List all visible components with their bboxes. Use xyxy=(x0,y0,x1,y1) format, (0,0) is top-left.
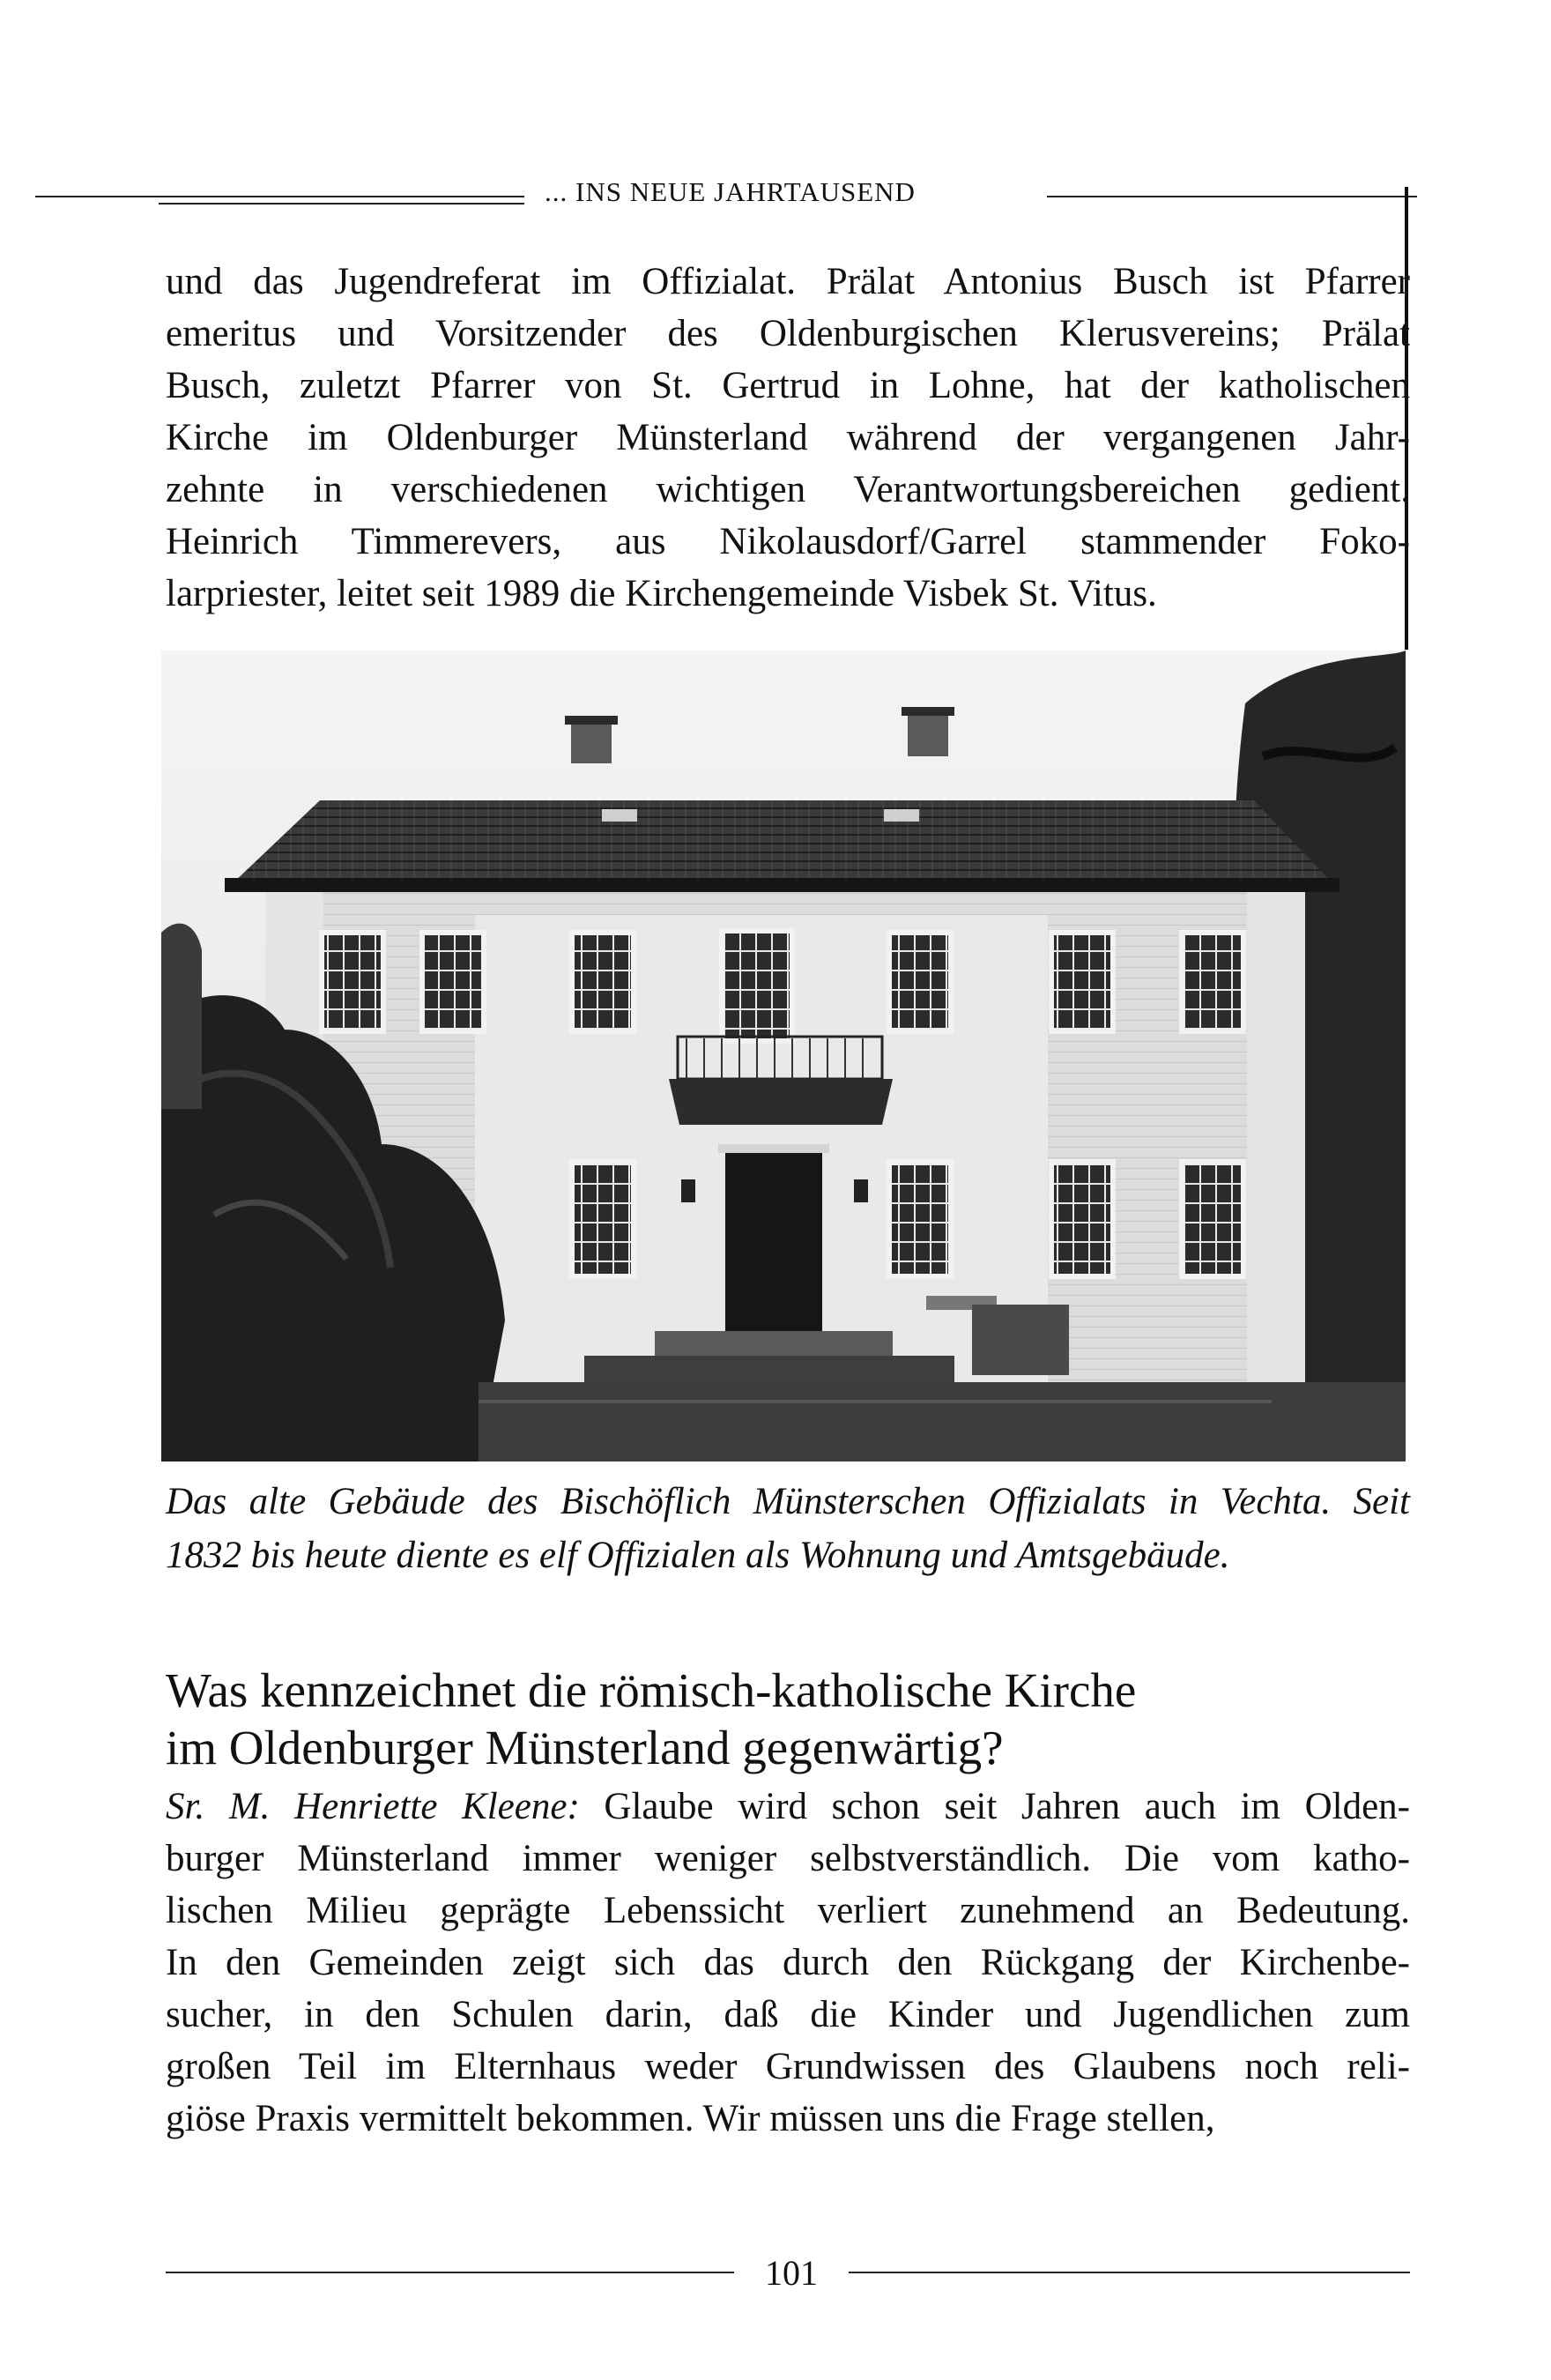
footer-rule-left xyxy=(166,2272,734,2273)
text-line: lischen Milieu geprägte Lebenssicht verliert zunehmend an Bedeutung. xyxy=(166,1890,1410,1931)
text-line: Heinrich Timmerevers, aus Nikolausdorf/Garrel stammender Foko- xyxy=(166,521,1410,562)
body-paragraph-2 xyxy=(166,1781,1410,2145)
body-paragraph-1 xyxy=(166,256,1410,620)
caption-line: Das alte Gebäude des Bischöflich Münsterschen Offizialats in Vechta. Seit xyxy=(166,1481,1410,1522)
first-line-text: Glaube wird schon seit Jahren auch im Olden- xyxy=(579,1786,1411,1827)
text-line: In den Gemeinden zeigt sich das durch den Rückgang der Kirchenbe- xyxy=(166,1942,1410,1983)
heading-line: im Oldenburger Münsterland gegenwärtig? xyxy=(166,1721,1004,1774)
figure-caption xyxy=(166,1475,1410,1582)
text-line: zehnte in verschiedenen wichtigen Verantwortungsbereichen gedient. xyxy=(166,469,1410,510)
text-line xyxy=(166,1781,1410,1833)
text-line: emeritus und Vorsitzender des Oldenburgischen Klerusvereins; Prälat xyxy=(166,313,1410,354)
running-title: ... INS NEUE JAHRTAUSEND xyxy=(545,176,916,207)
text-line: Busch, zuletzt Pfarrer von St. Gertrud in Lohne, hat der katholischen xyxy=(166,365,1410,406)
text-line: sucher, in den Schulen darin, daß die Kinder und Jugendlichen zum xyxy=(166,1994,1410,2035)
page-footer xyxy=(166,2252,1410,2296)
text-line: und das Jugendreferat im Offizialat. Prälat Antonius Busch ist Pfarrer xyxy=(166,261,1410,302)
header-rule-right xyxy=(1047,196,1417,197)
text-line: großen Teil im Elternhaus weder Grundwissen des Glaubens noch reli- xyxy=(166,2046,1410,2087)
section-heading xyxy=(166,1662,1410,1776)
speaker-name: Sr. M. Henriette Kleene: xyxy=(166,1786,580,1827)
building-photo xyxy=(161,651,1406,1461)
text-line: burger Münsterland immer weniger selbstverständlich. Die vom katho- xyxy=(166,1838,1410,1879)
caption-line: 1832 bis heute diente es elf Offizialen als Wohnung und Amtsgebäude. xyxy=(166,1535,1230,1576)
header-rule-left-double xyxy=(159,203,524,205)
text-line: larpriester, leitet seit 1989 die Kirchengemeinde Visbek St. Vitus. xyxy=(166,573,1157,614)
footer-rule-right xyxy=(849,2272,1410,2273)
running-header xyxy=(35,176,1417,212)
text-line: giöse Praxis vermittelt bekommen. Wir müssen uns die Frage stellen, xyxy=(166,2098,1215,2139)
page-number: 101 xyxy=(765,2253,818,2293)
header-rule-left xyxy=(35,196,524,197)
text-line: Kirche im Oldenburger Münsterland während der vergangenen Jahr- xyxy=(166,417,1410,458)
heading-line: Was kennzeichnet die römisch-katholische Kirche xyxy=(166,1663,1137,1717)
